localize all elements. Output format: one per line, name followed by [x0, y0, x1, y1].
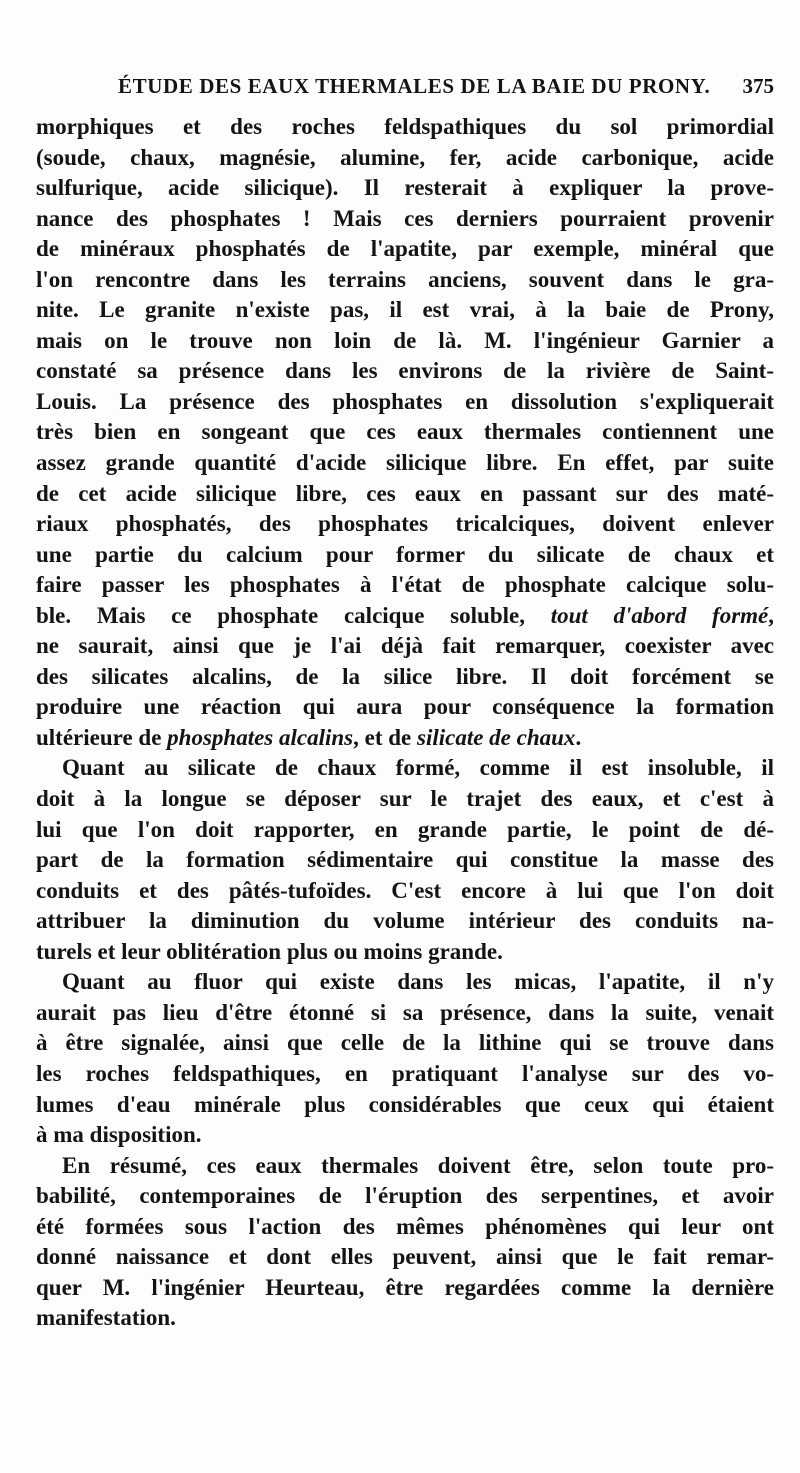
text-line: une partie du calcium pour former du silicate de chaux et [36, 541, 774, 567]
text-line: part de la formation sédimentaire qui constitue la masse des [36, 847, 774, 873]
text-line: manifestation. [36, 1305, 176, 1331]
text-line: En résumé, ces eaux thermales doivent être, selon toute pro- [62, 1152, 774, 1178]
text-line: été formées sous l'action des mêmes phénomènes qui leur ont [36, 1213, 774, 1239]
text-line: aurait pas lieu d'être étonné si sa présence, dans la suite, venait [36, 999, 774, 1025]
page-number: 375 [742, 74, 774, 98]
header-title: ÉTUDE DES EAUX THERMALES DE LA BAIE DU PRONY. [118, 74, 711, 98]
text-line: de cet acide silicique libre, ces eaux en passant sur des maté- [36, 480, 774, 506]
italic-text: phosphates alcalins [167, 724, 354, 750]
text-line: Louis. La présence des phosphates en dissolution s'expliquerait [36, 388, 774, 414]
text-line: quer M. l'ingénier Heurteau, être regardées comme la dernière [36, 1274, 774, 1300]
text-line: nance des phosphates ! Mais ces derniers pourraient provenir [36, 205, 774, 231]
text-line: nite. Le granite n'existe pas, il est vrai, à la baie de Prony, [36, 297, 774, 323]
text-line: de minéraux phosphatés de l'apatite, par exemple, minéral que [36, 236, 774, 262]
text-line: ble. Mais ce phosphate calcique soluble, tout d'abord formé, [36, 602, 774, 628]
text-line: très bien en songeant que ces eaux thermales contiennent une [36, 419, 774, 445]
text-line: les roches feldspathiques, en pratiquant l'analyse sur des vo- [36, 1060, 774, 1086]
text-line: à être signalée, ainsi que celle de la lithine qui se trouve dans [36, 1030, 774, 1056]
body-text [36, 112, 774, 1334]
text-line: Quant au fluor qui existe dans les micas, l'apatite, il n'y [62, 969, 774, 995]
text-line: donné naissance et dont elles peuvent, ainsi que le fait remar- [36, 1244, 774, 1270]
italic-text: tout d'abord formé [550, 602, 769, 628]
text-line: doit à la longue se déposer sur le trajet des eaux, et c'est à [36, 786, 774, 812]
running-header [36, 68, 774, 102]
text-line: produire une réaction qui aura pour conséquence la formation [36, 694, 774, 720]
text-line: conduits et des pâtés-tufoïdes. C'est encore à lui que l'on doit [36, 877, 774, 903]
text-line: constaté sa présence dans les environs de la rivière de Saint- [36, 358, 774, 384]
text-line: turels et leur oblitération plus ou moins grande. [36, 938, 503, 964]
text-line: mais on le trouve non loin de là. M. l'ingénieur Garnier a [36, 327, 774, 353]
italic-text: silicate de chaux [417, 724, 576, 750]
text-line: (soude, chaux, magnésie, alumine, fer, acide carbonique, acide [36, 144, 774, 170]
text-line: des silicates alcalins, de la silice libre. Il doit forcément se [36, 663, 774, 689]
text-line: riaux phosphatés, des phosphates tricalciques, doivent enlever [36, 511, 774, 537]
text-line: attribuer la diminution du volume intérieur des conduits na- [36, 908, 774, 934]
text-line: ultérieure de phosphates alcalins, et de silicate de chaux. [36, 724, 582, 750]
text-line: lumes d'eau minérale plus considérables que ceux qui étaient [36, 1091, 774, 1117]
text-line: lui que l'on doit rapporter, en grande partie, le point de dé- [36, 816, 774, 842]
text-line: morphiques et des roches feldspathiques du sol primordial [36, 114, 774, 139]
text-line: ne saurait, ainsi que je l'ai déjà fait remarquer, coexister avec [36, 633, 774, 659]
text-line: l'on rencontre dans les terrains anciens, souvent dans le gra- [36, 266, 774, 292]
text-line: sulfurique, acide silicique). Il resterait à expliquer la prove- [36, 175, 774, 201]
text-line: babilité, contemporaines de l'éruption des serpentines, et avoir [36, 1183, 774, 1209]
text-line: faire passer les phosphates à l'état de phosphate calcique solu- [36, 572, 774, 598]
text-line: assez grande quantité d'acide silicique libre. En effet, par suite [36, 450, 774, 476]
text-line: à ma disposition. [36, 1122, 202, 1148]
text-line: Quant au silicate de chaux formé, comme il est insoluble, il [62, 755, 774, 781]
